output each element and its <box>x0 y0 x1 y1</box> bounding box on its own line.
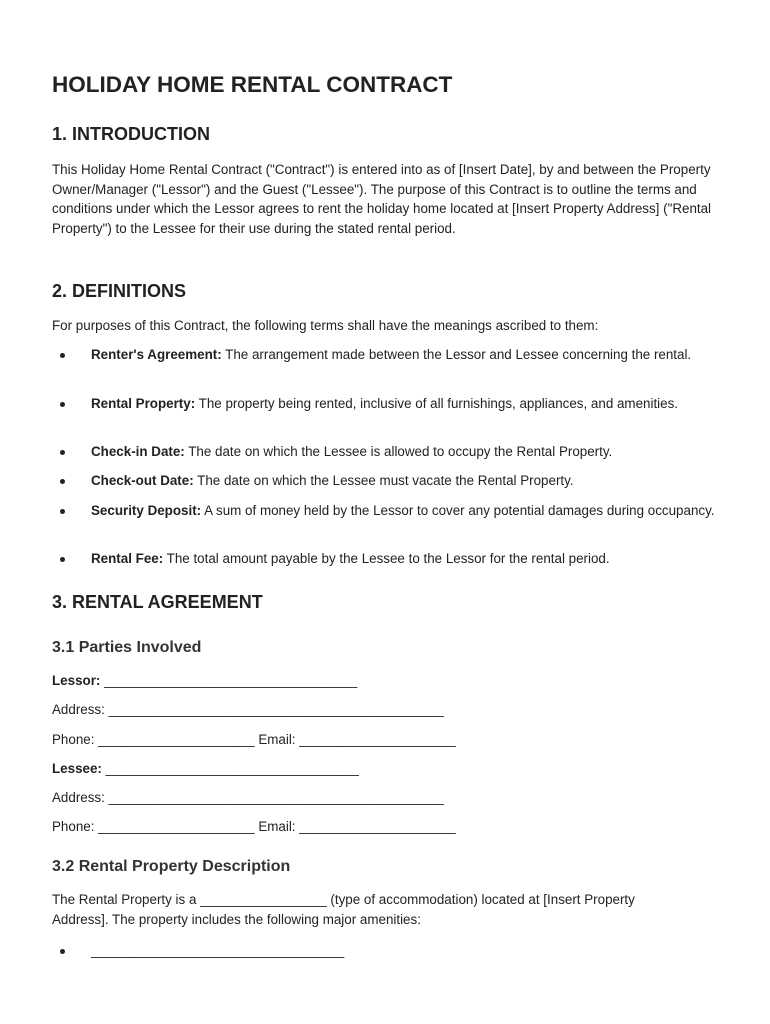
bullet-icon <box>60 949 65 954</box>
email-label: Email: <box>258 732 296 747</box>
bullet-icon <box>60 509 65 514</box>
definition-term: Rental Property: <box>91 396 196 411</box>
definition-term: Renter's Agreement: <box>91 347 222 362</box>
phone-blank: _____________________ <box>94 732 255 747</box>
definition-text: The property being rented, inclusive of all furnishings, appliances, and amenities. <box>195 396 679 411</box>
lessee-name-field[interactable] <box>52 759 359 778</box>
email-blank: _____________________ <box>295 819 456 834</box>
phone-label: Phone: <box>52 732 95 747</box>
definition-term: Check-out Date: <box>91 473 194 488</box>
lessee-contact-line <box>52 817 456 836</box>
lessor-label: Lessor: <box>52 673 101 688</box>
definitions-heading: 2. DEFINITIONS <box>52 281 187 301</box>
definition-text: The date on which the Lessee is allowed to occupy the Rental Property. <box>184 444 613 459</box>
introduction-heading: 1. INTRODUCTION <box>52 124 211 144</box>
bullet-icon <box>60 353 65 358</box>
parties-involved-heading: 3.1 Parties Involved <box>52 639 202 656</box>
bullet-icon <box>60 402 65 407</box>
definition-term: Security Deposit: <box>91 503 202 518</box>
definition-term: Check-in Date: <box>91 444 185 459</box>
bullet-icon <box>60 557 65 562</box>
lessee-address-field[interactable] <box>52 788 444 807</box>
definitions-lead: For purposes of this Contract, the following terms shall have the meanings ascribed to them: <box>52 318 599 333</box>
definition-text: The arrangement made between the Lessor and Lessee concerning the rental. <box>221 347 692 362</box>
phone-blank: _____________________ <box>94 819 255 834</box>
lessee-email-field[interactable] <box>258 819 455 834</box>
address-blank: _____________________________________________ <box>104 702 444 717</box>
bullet-icon <box>60 450 65 455</box>
definition-term: Rental Fee: <box>91 551 164 566</box>
lessor-contact-line <box>52 730 456 749</box>
address-label: Address: <box>52 790 105 805</box>
definition-item-rental-fee <box>52 549 722 569</box>
document-title: HOLIDAY HOME RENTAL CONTRACT <box>52 72 453 97</box>
lessee-label: Lessee: <box>52 761 102 776</box>
definition-text: A sum of money held by the Lessor to cover any potential damages during occupancy. <box>201 503 715 518</box>
amenity-item[interactable] <box>52 941 722 961</box>
definition-text: The total amount payable by the Lessee to the Lessor for the rental period. <box>163 551 610 566</box>
property-description-heading: 3.2 Rental Property Description <box>52 858 291 875</box>
address-blank: _____________________________________________ <box>104 790 444 805</box>
lessor-blank: __________________________________ <box>100 673 358 688</box>
definition-item-check-in-date <box>52 442 722 462</box>
introduction-paragraph: This Holiday Home Rental Contract ("Contract") is entered into as of [Insert Date], by and between the Property Owner/Manager ("Lessor") and the Guest ("Lessee"). The purpose of this Contract is to outline the terms and conditions under which the Lessor agrees to rent the holiday home located at [Insert Property Address] ("Rental Property") to the Lessee for their use during the stated rental period. <box>52 162 712 236</box>
lessor-email-field[interactable] <box>258 732 455 747</box>
email-blank: _____________________ <box>295 732 456 747</box>
definition-item-security-deposit <box>52 501 722 521</box>
lessee-phone-field[interactable] <box>52 819 255 834</box>
lessee-blank: __________________________________ <box>101 761 359 776</box>
definition-item-renters-agreement <box>52 345 722 365</box>
rental-agreement-heading: 3. RENTAL AGREEMENT <box>52 592 263 612</box>
amenity-blank: __________________________________ <box>91 943 345 958</box>
address-label: Address: <box>52 702 105 717</box>
lessor-address-field[interactable] <box>52 700 444 719</box>
definition-item-rental-property <box>52 394 722 414</box>
definition-item-check-out-date <box>52 471 722 491</box>
property-description-paragraph: The Rental Property is a _________________ (type of accommodation) located at [Insert Property Address]. The property includes the following major amenities: <box>52 892 635 927</box>
lessor-phone-field[interactable] <box>52 732 255 747</box>
email-label: Email: <box>258 819 296 834</box>
bullet-icon <box>60 479 65 484</box>
definition-text: The date on which the Lessee must vacate the Rental Property. <box>193 473 574 488</box>
lessor-name-field[interactable] <box>52 671 357 690</box>
phone-label: Phone: <box>52 819 95 834</box>
